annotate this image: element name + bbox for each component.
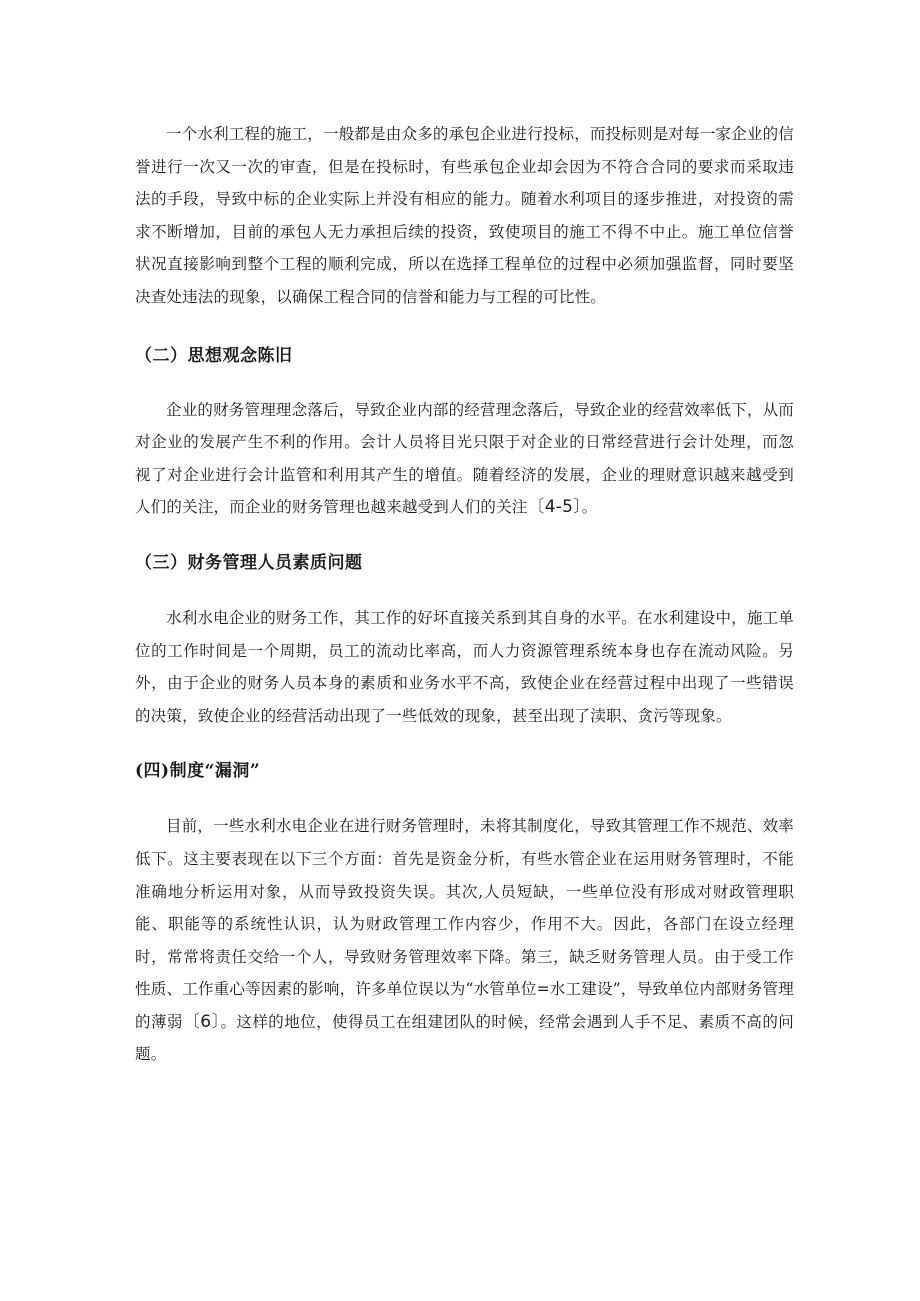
document-page bbox=[135, 118, 794, 1071]
paragraph-text: 企业的财务管理理念落后，导致企业内部的经营理念落后，导致企业的经营效率低下，从而对企业的发展产生不利的作用。会计人员将目光只限于对企业的日常经营进行会计处理，而忽视了对企业进行会计监管和利用其产生的增值。随着经济的发展，企业的理财意识越来越受到人们的关注，而企业的财务管理也越来越受到人们的关注 bbox=[135, 400, 795, 517]
citation-ref: 〔6〕 bbox=[182, 1011, 221, 1032]
paragraph-text: 目前，一些水利水电企业在进行财务管理时，未将其制度化，导致其管理工作不规范、效率低下。这主要表现在以下三个方面：首先是资金分析，有些水管企业在运用财务管理时，不能准确地分析运用对象，从而导致投资失误。其次,人员短缺，一些单位没有形成对财政管理职能、职能等的系统性认识，认为财政管理工作内容少，作用不大。因此，各部门在设立经理时，常常将责任交给一个人，导致财务管理效率下降。第三，缺乏财务管理人员。由于受工作性质、工作重心等因素的影响，许多单位误以为“水管单位=水工建设”，导致单位内部财务管理的薄弱 bbox=[135, 817, 795, 1031]
section-heading-2: （二）思想观念陈旧 bbox=[135, 345, 293, 366]
section-heading-3: （三）财务管理人员素质问题 bbox=[135, 552, 363, 573]
paragraph-bidding: 一个水利工程的施工，一般都是由众多的承包企业进行投标，而投标则是对每一家企业的信誉进行一次又一次的审查，但是在投标时，有些承包企业却会因为不符合合同的要求而采取违法的手段，导致中标的企业实际上并没有相应的能力。随着水利项目的逐步推进，对投资的需求不断增加，目前的承包人无力承担后续的投资，致使项目的施工不得不中止。施工单位信誉状况直接影响到整个工程的顺利完成，所以在选择工程单位的过程中必须加强监督，同时要坚决查处违法的现象，以确保工程合同的信誉和能力与工程的可比性。 bbox=[135, 125, 795, 306]
paragraph-end: 。 bbox=[581, 498, 598, 517]
paragraph-staff-quality: 水利水电企业的财务工作，其工作的好坏直接关系到其自身的水平。在水利建设中，施工单位的工作时间是一个周期，员工的流动比率高，而人力资源管理系统本身也存在流动风险。另外，由于企业的财务人员本身的素质和业务水平不高，致使企业在经营过程中出现了一些错误的决策，致使企业的经营活动出现了一些低效的现象，甚至出现了渎职、贪污等现象。 bbox=[135, 608, 795, 725]
citation-ref: 〔4-5〕 bbox=[527, 497, 582, 518]
section-heading-4: (四)制度“漏洞” bbox=[135, 761, 261, 782]
paragraph-system-loophole bbox=[135, 810, 794, 1071]
paragraph-end: 。这样的地位，使得员工在组建团队的时候，经常会遇到人手不足、素质不高的问题。 bbox=[135, 1012, 795, 1064]
paragraph-outdated-concepts bbox=[135, 394, 794, 524]
